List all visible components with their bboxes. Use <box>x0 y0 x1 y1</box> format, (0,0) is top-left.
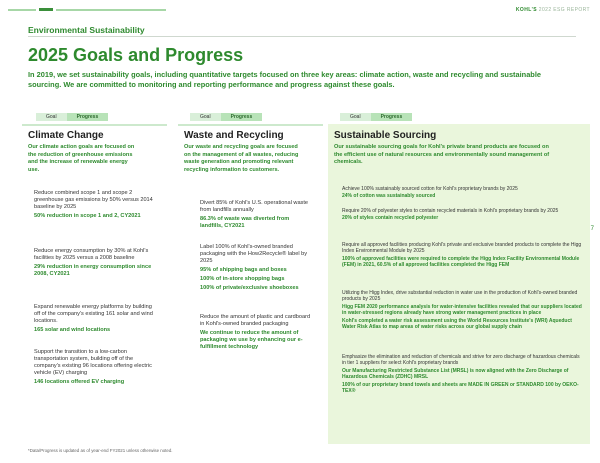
legend-sourcing <box>340 113 412 121</box>
progress-text: Kohl's completed a water risk assessment using the World Resources Institute's (WRI) Aqueduct Water Risk Atlas to map areas of water risks across our global supply chain <box>342 317 572 331</box>
brand-name: KOHL'S <box>515 7 537 13</box>
top-bar <box>0 0 600 24</box>
waste-column <box>178 124 323 444</box>
goal-text: Emphasize the elimination and reduction of chemicals and strive for zero discharge of hazardous chemicals in tier 1 suppliers for select Kohl's proprietary brands <box>342 354 580 367</box>
goal-text: Expand renewable energy platforms by building off of the company's existing 161 solar and wind locations. <box>34 304 153 324</box>
goal-text: Divert 85% of Kohl's U.S. operational waste from landfills annually <box>200 200 309 213</box>
legend-progress: Progress <box>371 113 413 121</box>
progress-text: 29% reduction in energy consumption since 2008, CY2021 <box>34 264 152 277</box>
climate-item <box>34 248 159 278</box>
climate-title: Climate Change <box>28 130 104 141</box>
climate-item <box>34 349 159 386</box>
progress-text: Our Manufacturing Restricted Substance List (MRSL) is now aligned with the Zero Discharge of Hazardous Chemicals (ZDHC) MRSL <box>342 367 569 381</box>
sourcing-item <box>342 354 582 394</box>
legend-progress: Progress <box>67 113 109 121</box>
progress-text: 146 locations offered EV charging <box>34 379 125 385</box>
legend-waste <box>190 113 262 121</box>
page-title: 2025 Goals and Progress <box>28 45 244 65</box>
progress-text: 100% of our proprietary brand towels and sheets are MADE IN GREEN or STANDARD 100 by OEKO-TEX® <box>342 381 579 395</box>
goal-text: Reduce energy consumption by 30% at Kohl's facilities by 2025 versus a 2008 baseline <box>34 248 149 261</box>
progress-text: Higg FEM 2020 performance analysis for water-intensive facilities revealed that our suppliers located in water-stressed regions already have strong water management practices in place <box>342 303 582 317</box>
sourcing-description: Our sustainable sourcing goals for Kohl's private brand products are focused on the efficient use of natural resources and environmentally sound management of chemicals. <box>334 144 550 165</box>
progress-text: 86.3% of waste was diverted from landfills, CY2021 <box>200 216 290 229</box>
progress-text: We continue to reduce the amount of packaging we use by enhancing our e-fulfillment technology <box>200 330 303 350</box>
waste-item <box>200 200 312 230</box>
active-tab-marker <box>39 8 53 11</box>
progress-text: 50% reduction in scope 1 and 2, CY2021 <box>34 213 141 219</box>
footnote: *Data/Progress is updated as of year-end FY2021 unless otherwise noted. <box>28 448 173 453</box>
sourcing-item <box>342 186 582 200</box>
goal-text: Require all approved facilities producing Kohl's private and exclusive branded products to complete the Higg Index Environmental Module by 2025 <box>342 242 582 255</box>
report-name: 2022 ESG REPORT <box>538 7 590 13</box>
sourcing-item <box>342 208 582 222</box>
climate-description: Our climate action goals are focused on the reduction of greenhouse emissions and the increase of renewable energy use. <box>28 144 135 173</box>
progress-text: 20% of styles contain recycled polyester <box>342 215 439 222</box>
goal-text: Require 20% of polyester styles to contain recycled materials in Kohl's proprietary brands by 2025 <box>342 208 559 214</box>
sourcing-title: Sustainable Sourcing <box>334 130 437 141</box>
goal-text: Achieve 100% sustainably sourced cotton for Kohl's proprietary brands by 2025 <box>342 186 518 192</box>
progress-text: 100% of in-store shopping bags <box>200 276 285 282</box>
section-divider <box>28 36 576 37</box>
waste-description: Our waste and recycling goals are focused on the management of all wastes, reducing waste generation and promoting relevant recycling information to customers. <box>184 144 299 173</box>
waste-item <box>200 244 312 292</box>
goal-text: Utilizing the Higg Index, drive substantial reduction in water use in the production of Kohl's-owned branded products by 2025 <box>342 290 578 303</box>
climate-item <box>34 190 159 220</box>
sourcing-item <box>342 242 582 269</box>
intro-paragraph: In 2019, we set sustainability goals, including quantitative targets focused on three key areas: climate action, waste and recycling and sustainable sourcing. We are committed to monitoring and reporting performance and progress against these goals. <box>28 70 541 89</box>
legend-goal: Goal <box>36 113 67 121</box>
goal-text: Support the transition to a low-carbon transportation system, building off of the company's existing 96 locations offering electric vehicle (EV) charging <box>34 349 152 376</box>
legend-goal: Goal <box>340 113 371 121</box>
sourcing-column <box>328 124 590 444</box>
report-header <box>516 7 590 13</box>
goal-text: Reduce combined scope 1 and scope 2 greenhouse gas emissions by 50% versus 2014 baseline by 2025 <box>34 190 153 210</box>
goal-text: Label 100% of Kohl's-owned branded packaging with the How2Recycle® label by 2025 <box>200 244 308 264</box>
sourcing-item <box>342 290 582 330</box>
waste-item <box>200 314 312 351</box>
climate-item <box>34 304 159 334</box>
section-label: Environmental Sustainability <box>28 25 145 35</box>
page-number: 7 <box>590 226 594 232</box>
legend-climate <box>36 113 108 121</box>
progress-text: 24% of cotton was sustainably sourced <box>342 193 436 200</box>
progress-tabs <box>8 8 166 11</box>
progress-text: 100% of private/exclusive shoeboxes <box>200 285 299 291</box>
goal-text: Reduce the amount of plastic and cardboard in Kohl's-owned branded packaging <box>200 314 311 327</box>
legend-progress: Progress <box>221 113 263 121</box>
legend-goal: Goal <box>190 113 221 121</box>
progress-text: 165 solar and wind locations <box>34 327 111 333</box>
climate-column <box>22 124 167 444</box>
waste-title: Waste and Recycling <box>184 130 284 141</box>
progress-text: 95% of shipping bags and boxes <box>200 267 287 273</box>
progress-text: 100% of approved facilities were required to complete the Higg Index Facility Environmental Module (FEM) in 2021, 60.5% of all approved facilities completed the Higg FEM <box>342 255 580 269</box>
